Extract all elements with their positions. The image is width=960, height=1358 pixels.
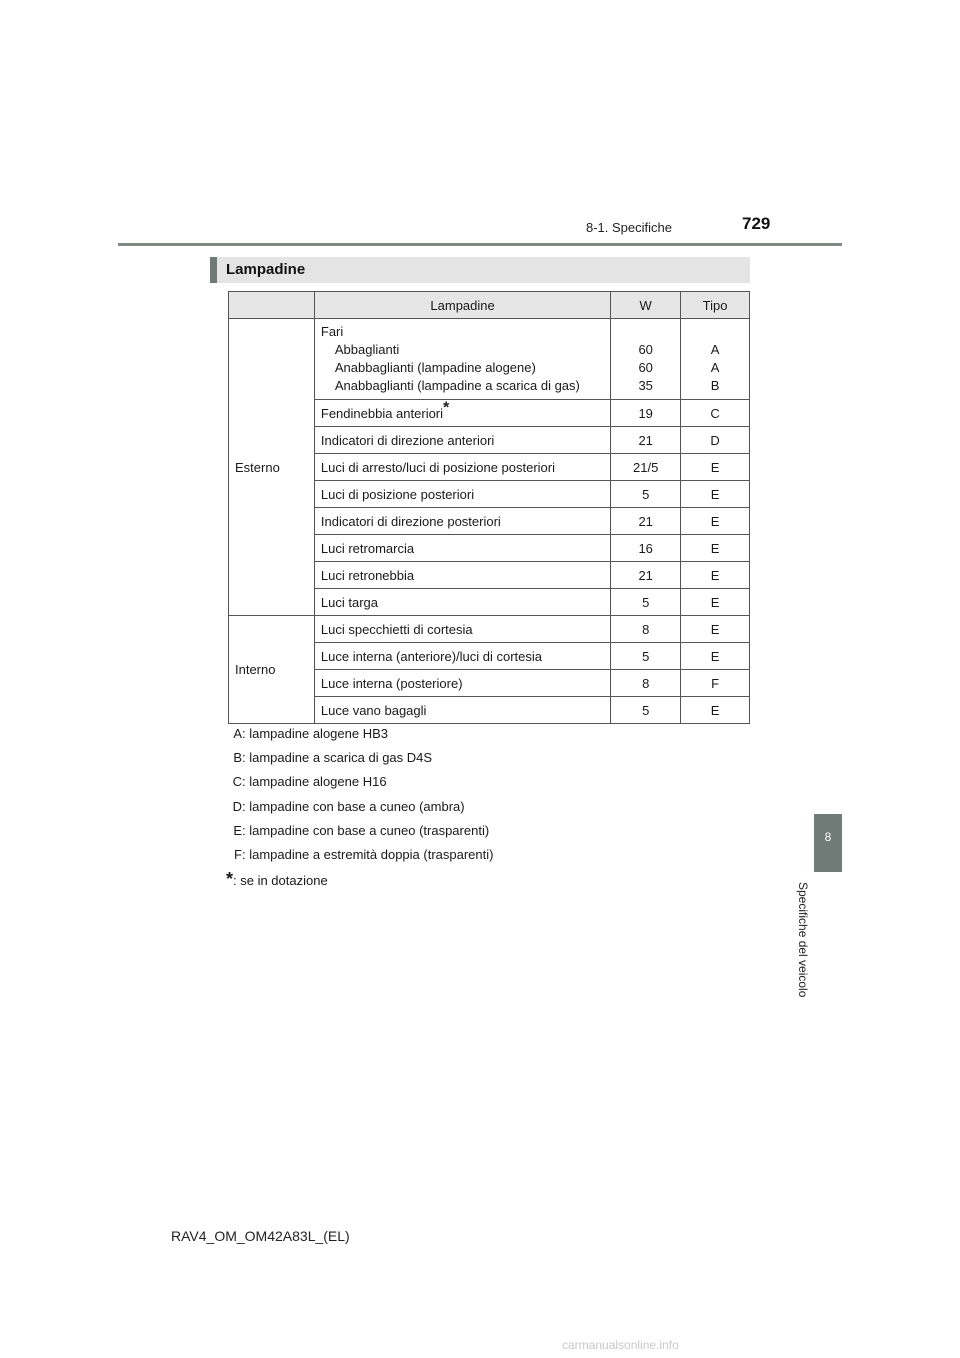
headlights-title: Fari bbox=[320, 324, 344, 339]
watt-value: 8 bbox=[611, 616, 681, 643]
legend-label: E bbox=[233, 822, 242, 838]
chapter-title: Specifiche del veicolo bbox=[796, 882, 810, 998]
watt-value: 5 bbox=[611, 643, 681, 670]
footnote-mark: * bbox=[226, 869, 234, 890]
legend-label: A bbox=[233, 726, 242, 741]
legend-text: lampadine con base a cuneo (trasparenti) bbox=[249, 822, 490, 838]
watermark: carmanualsonline.info bbox=[562, 1338, 679, 1352]
watt-value: 16 bbox=[611, 535, 681, 562]
legend-item: B: lampadine a scarica di gas D4S bbox=[226, 750, 493, 774]
legend-item: E: lampadine con base a cuneo (trasparenti) bbox=[226, 823, 493, 847]
watt-value: 21/5 bbox=[611, 454, 681, 481]
type-value: E bbox=[681, 535, 750, 562]
bulb-name: Luce interna (posteriore) bbox=[314, 670, 610, 697]
watt-value: 5 bbox=[611, 697, 681, 724]
footnote bbox=[226, 871, 493, 895]
legend-item: A: lampadine alogene HB3 bbox=[226, 726, 493, 750]
group-label-exterior: Esterno bbox=[229, 319, 315, 616]
bulb-name: Luce vano bagagli bbox=[314, 697, 610, 724]
asterisk-mark: * bbox=[443, 399, 450, 417]
legend-label: D bbox=[232, 798, 242, 814]
watt-value: 21 bbox=[611, 427, 681, 454]
table-header-cell bbox=[229, 292, 315, 319]
bulb-name: Luci targa bbox=[314, 589, 610, 616]
type-value: A bbox=[710, 360, 720, 375]
type-value: E bbox=[681, 481, 750, 508]
legend-text: lampadine alogene HB3 bbox=[249, 726, 389, 741]
table-header-cell: W bbox=[611, 292, 681, 319]
type-value: E bbox=[681, 616, 750, 643]
type-value: D bbox=[681, 427, 750, 454]
table-header-row bbox=[229, 292, 750, 319]
bulb-name: Luci specchietti di cortesia bbox=[314, 616, 610, 643]
bulb-name: Indicatori di direzione posteriori bbox=[314, 508, 610, 535]
watt-value: 60 bbox=[638, 342, 653, 357]
watt-value: 35 bbox=[638, 378, 653, 393]
headlight-item: Anabbaglianti (lampadine a scarica di gas) bbox=[334, 378, 580, 393]
header-section-title: 8-1. Specifiche bbox=[586, 220, 672, 235]
section-heading-bar bbox=[210, 257, 217, 283]
type-value: E bbox=[681, 562, 750, 589]
bulb-name: Luci retromarcia bbox=[314, 535, 610, 562]
watt-value: 5 bbox=[611, 481, 681, 508]
type-value: E bbox=[681, 454, 750, 481]
headlights-watt-cell bbox=[611, 319, 681, 400]
type-legend bbox=[226, 726, 493, 895]
footer-doc-code: RAV4_OM_OM42A83L_(EL) bbox=[171, 1228, 350, 1244]
legend-label: C bbox=[232, 774, 242, 790]
bulb-name: Luci di arresto/luci di posizione posteriori bbox=[314, 454, 610, 481]
type-value: A bbox=[710, 342, 720, 357]
bulb-name: Luce interna (anteriore)/luci di cortesia bbox=[314, 643, 610, 670]
type-value: E bbox=[681, 508, 750, 535]
watt-value: 19 bbox=[611, 400, 681, 427]
legend-text: lampadine con base a cuneo (ambra) bbox=[249, 798, 465, 814]
legend-item: C: lampadine alogene H16 bbox=[226, 774, 493, 798]
type-value: E bbox=[681, 643, 750, 670]
table-header-cell: Tipo bbox=[681, 292, 750, 319]
bulb-name: Luci retronebbia bbox=[314, 562, 610, 589]
legend-item: F: lampadine a estremità doppia (trasparenti) bbox=[226, 847, 493, 871]
headlights-cell bbox=[314, 319, 610, 400]
section-heading bbox=[210, 257, 750, 283]
table-row bbox=[229, 616, 750, 643]
watt-value: 60 bbox=[638, 360, 653, 375]
table-row bbox=[229, 319, 750, 400]
section-heading-title: Lampadine bbox=[226, 261, 306, 278]
group-label-interior: Interno bbox=[229, 616, 315, 724]
headlight-item: Abbaglianti bbox=[334, 342, 400, 357]
type-value: E bbox=[681, 697, 750, 724]
header-rule bbox=[118, 243, 842, 246]
page-number: 729 bbox=[742, 214, 771, 233]
chapter-tab bbox=[814, 814, 842, 872]
watt-value: 5 bbox=[611, 589, 681, 616]
chapter-number: 8 bbox=[824, 830, 832, 844]
bulb-name: Luci di posizione posteriori bbox=[314, 481, 610, 508]
legend-text: lampadine a scarica di gas D4S bbox=[249, 750, 433, 766]
bulb-name: Indicatori di direzione anteriori bbox=[314, 427, 610, 454]
headlight-item: Anabbaglianti (lampadine alogene) bbox=[334, 360, 536, 375]
footnote-text: : se in dotazione bbox=[233, 873, 328, 889]
type-value: F bbox=[681, 670, 750, 697]
legend-text: lampadine a estremità doppia (trasparenti) bbox=[249, 846, 494, 862]
type-value: B bbox=[710, 378, 720, 393]
type-value: E bbox=[681, 589, 750, 616]
watt-value: 21 bbox=[611, 562, 681, 589]
bulb-name: Fendinebbia anteriori* bbox=[314, 400, 610, 427]
type-value: C bbox=[681, 400, 750, 427]
legend-label: F bbox=[234, 846, 242, 862]
headlights-type-cell bbox=[681, 319, 750, 400]
watt-value: 21 bbox=[611, 508, 681, 535]
table-header-cell: Lampadine bbox=[314, 292, 610, 319]
legend-item: D: lampadine con base a cuneo (ambra) bbox=[226, 799, 493, 823]
legend-label: B bbox=[233, 750, 242, 766]
watt-value: 8 bbox=[611, 670, 681, 697]
bulb-table bbox=[228, 291, 750, 724]
legend-text: lampadine alogene H16 bbox=[249, 774, 387, 790]
